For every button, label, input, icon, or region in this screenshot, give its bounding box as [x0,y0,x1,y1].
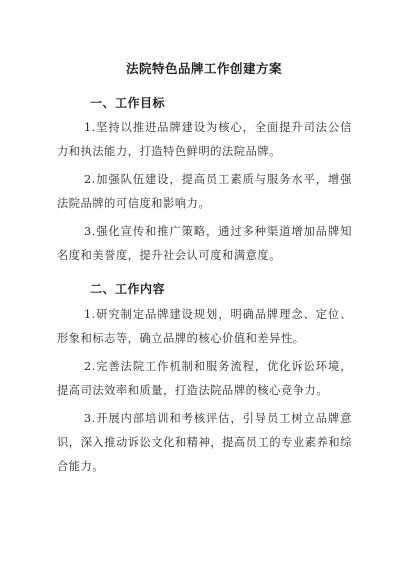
goals-paragraph-3: 3.强化宣传和推广策略，通过多种渠道增加品牌知名度和美誉度，提升社会认可度和满意度。 [57,225,352,262]
goals-paragraph-2: 2.加强队伍建设，提高员工素质与服务水平，增强法院品牌的可信度和影响力。 [57,173,352,210]
section-heading-content: 二、工作内容 [90,282,166,296]
content-paragraph-2: 2.完善法院工作机制和服务流程，优化诉讼环境，提高司法效率和质量，打造法院品牌的核心竞争力。 [57,360,352,397]
content-paragraph-1: 1.研究制定品牌建设规划，明确品牌理念、定位、形象和标志等，确立品牌的核心价值和差异性。 [57,308,352,345]
section-heading-goals: 一、工作目标 [90,96,166,110]
content-paragraph-3: 3.开展内部培训和考核评估，引导员工树立品牌意识，深入推动诉讼文化和精神，提高员工的专业素养和综合能力。 [57,412,352,473]
document-title: 法院特色品牌工作创建方案 [125,61,282,76]
goals-paragraph-1: 1.坚持以推进品牌建设为核心，全面提升司法公信力和执法能力，打造特色鲜明的法院品牌。 [57,121,352,158]
